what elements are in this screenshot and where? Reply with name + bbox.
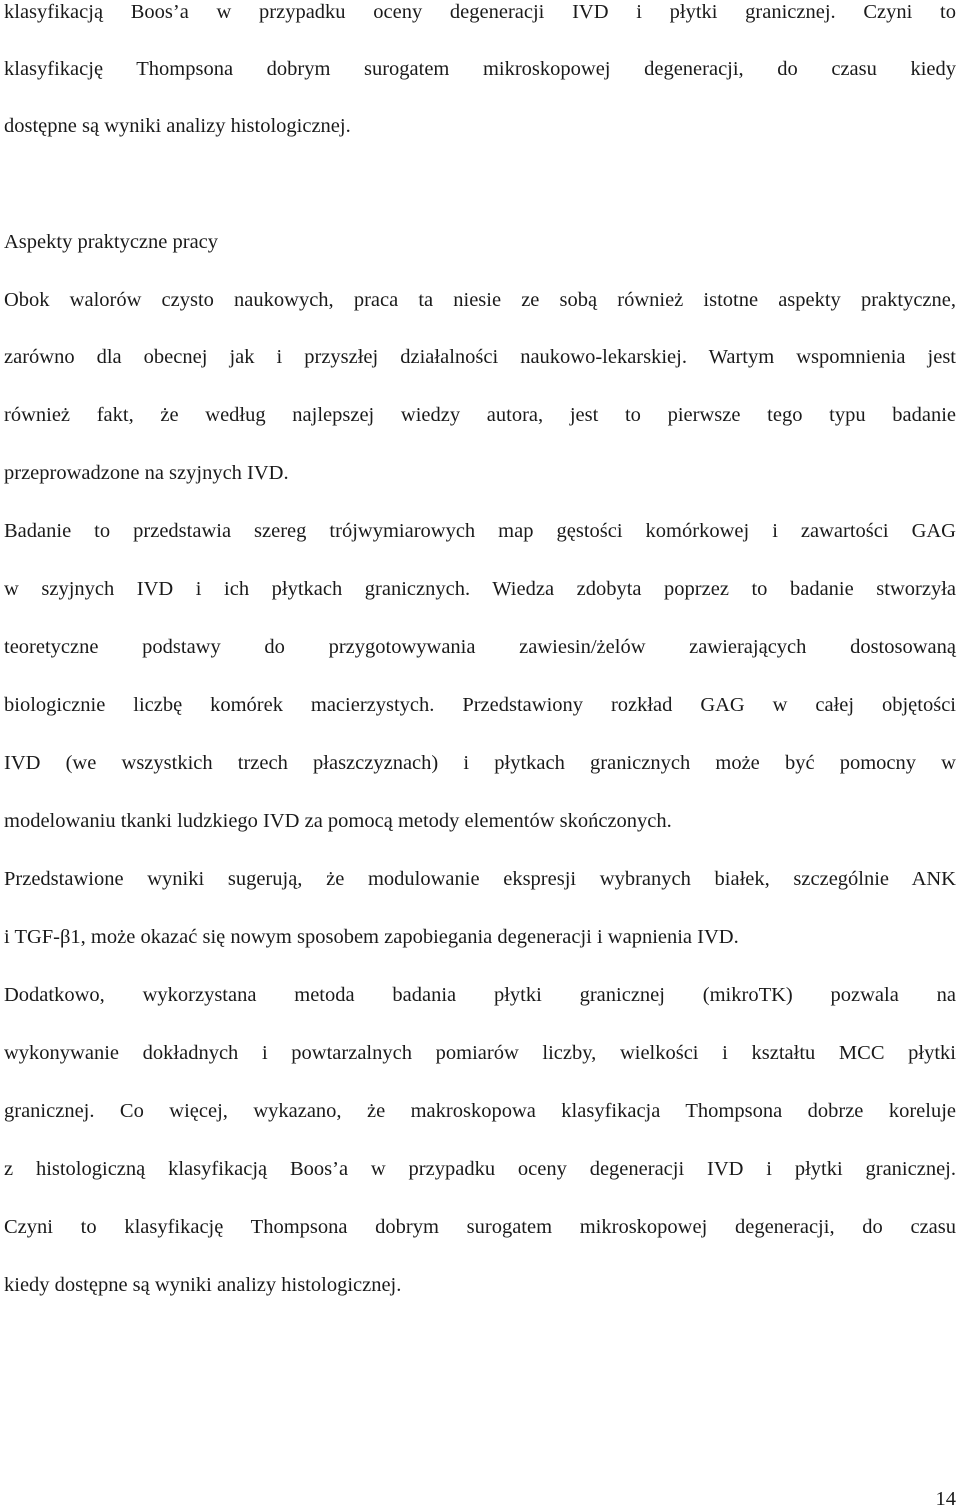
text-line: z histologiczną klasyfikacją Boos’a w przypadku oceny degeneracji IVD i płytki granicznej. bbox=[4, 1158, 956, 1180]
text-line: wykonywanie dokładnych i powtarzalnych pomiarów liczby, wielkości i kształtu MCC płytki bbox=[4, 1042, 956, 1064]
text-line: granicznej. Co więcej, wykazano, że makroskopowa klasyfikacja Thompsona dobrze koreluje bbox=[4, 1100, 956, 1122]
text-line: klasyfikację Thompsona dobrym surogatem mikroskopowej degeneracji, do czasu kiedy bbox=[4, 58, 956, 80]
text-line: zarówno dla obecnej jak i przyszłej działalności naukowo-lekarskiej. Wartym wspomnienia jest bbox=[4, 346, 956, 368]
section-heading: Aspekty praktyczne pracy bbox=[4, 231, 219, 253]
text-line: Obok walorów czysto naukowych, praca ta niesie ze sobą również istotne aspekty praktyczne, bbox=[4, 289, 956, 311]
text-line: dostępne są wyniki analizy histologicznej. bbox=[4, 115, 351, 137]
text-line: Badanie to przedstawia szereg trójwymiarowych map gęstości komórkowej i zawartości GAG bbox=[4, 520, 956, 542]
text-line: również fakt, że według najlepszej wiedzy autora, jest to pierwsze tego typu badanie bbox=[4, 404, 956, 426]
text-line: Przedstawione wyniki sugerują, że modulowanie ekspresji wybranych białek, szczególnie ANK bbox=[4, 868, 956, 890]
text-line: klasyfikacją Boos’a w przypadku oceny degeneracji IVD i płytki granicznej. Czyni to bbox=[4, 1, 956, 23]
text-line: IVD (we wszystkich trzech płaszczyznach) i płytkach granicznych może być pomocny w bbox=[4, 752, 956, 774]
text-line: Czyni to klasyfikację Thompsona dobrym surogatem mikroskopowej degeneracji, do czasu bbox=[4, 1216, 956, 1238]
text-line: teoretyczne podstawy do przygotowywania zawiesin/żelów zawierających dostosowaną bbox=[4, 636, 956, 658]
text-line: przeprowadzone na szyjnych IVD. bbox=[4, 462, 289, 484]
text-line: Dodatkowo, wykorzystana metoda badania płytki granicznej (mikroTK) pozwala na bbox=[4, 984, 956, 1006]
text-line: biologicznie liczbę komórek macierzystych. Przedstawiony rozkład GAG w całej objętości bbox=[4, 694, 956, 716]
text-line: modelowaniu tkanki ludzkiego IVD za pomocą metody elementów skończonych. bbox=[4, 810, 672, 832]
page-number: 14 bbox=[935, 1488, 956, 1510]
text-line: kiedy dostępne są wyniki analizy histologicznej. bbox=[4, 1274, 402, 1296]
text-line: i TGF-β1, może okazać się nowym sposobem zapobiegania degeneracji i wapnienia IVD. bbox=[4, 926, 739, 948]
text-line: w szyjnych IVD i ich płytkach granicznych. Wiedza zdobyta poprzez to badanie stworzyła bbox=[4, 578, 956, 600]
